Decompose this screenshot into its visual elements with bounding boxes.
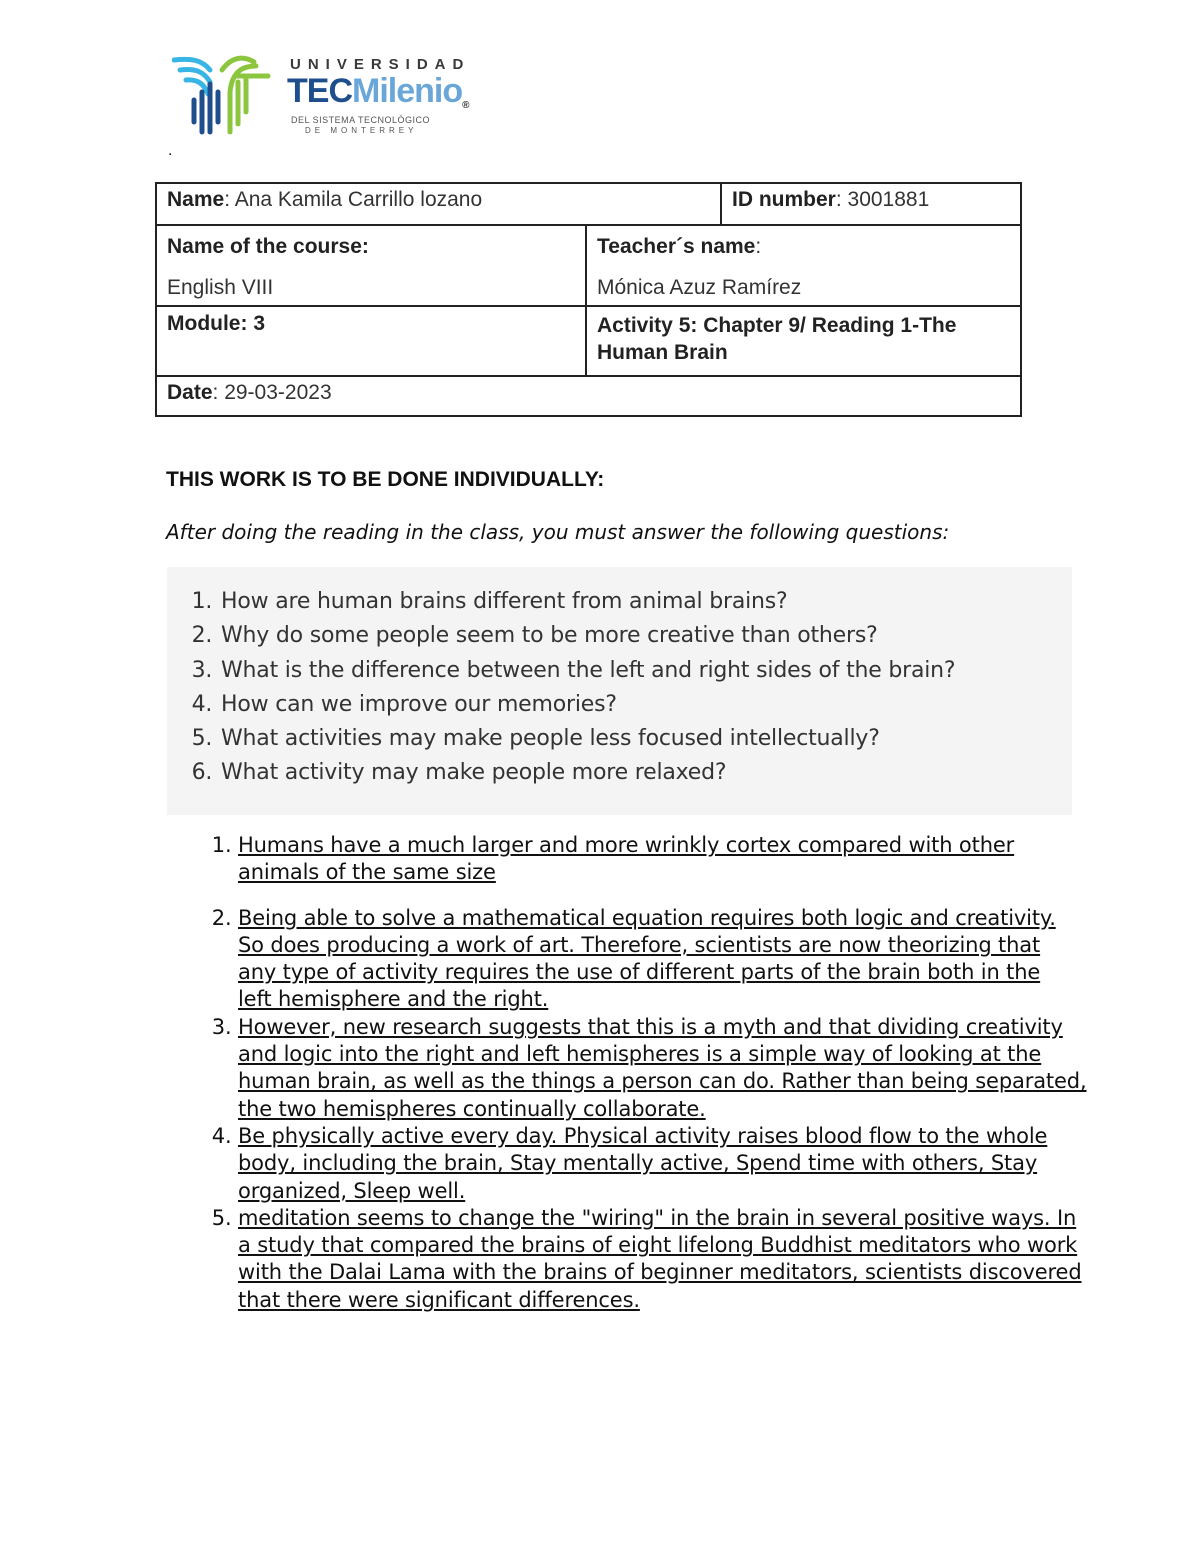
question-item: 4. How can we improve our memories?: [219, 688, 1072, 722]
answers-list: [200, 832, 1098, 1314]
stray-dot: .: [168, 142, 173, 159]
instructions-text: After doing the reading in the class, you must answer the following questions:: [166, 520, 950, 544]
question-item: 2. Why do some people seem to be more creative than others?: [219, 619, 1072, 653]
logo-universidad-text: UNIVERSIDAD: [290, 56, 471, 73]
course-value: English VIII: [167, 276, 274, 299]
logo-brand-milenio: Milenio: [352, 72, 463, 110]
name-cell: [157, 184, 720, 216]
logo-brand-text: [287, 72, 468, 111]
teacher-cell: [587, 226, 1017, 312]
answer-item: 4. Be physically active every day. Physical activity raises blood flow to the whole body, including the brain, Stay mentally active, Spend time with others, Stay organized, Sleep well.: [238, 1123, 1098, 1205]
name-label: Name: [167, 188, 225, 211]
question-item: 5. What activities may make people less focused intellectually?: [219, 722, 1072, 756]
questions-box: [167, 567, 1072, 815]
date-label: Date: [167, 381, 213, 404]
answer-item: 5. meditation seems to change the "wiring" in the brain in several positive ways. In a study that compared the brains of eight lifelong Buddhist meditators who work with the Dalai Lama with the brains of beginner meditators, scientists discovered that there were significant differences.: [238, 1205, 1098, 1314]
answer-item: 3. However, new research suggests that this is a myth and that dividing creativity and logic into the right and left hemispheres is a simple way of looking at the human brain, as well as the things a person can do. Rather than being separated, the two hemispheres continually collaborate.: [238, 1014, 1098, 1123]
date-cell: [157, 377, 1017, 409]
question-item: 1. How are human brains different from animal brains?: [219, 585, 1072, 619]
id-cell: [722, 184, 939, 216]
activity-label: Activity 5: Chapter 9/ Reading 1-The Human Brain: [597, 314, 957, 364]
student-info-table: [155, 182, 1022, 417]
logo-subtitle-1: DEL SISTEMA TECNOLÓGICO: [291, 115, 431, 125]
question-item: 6. What activity may make people more relaxed?: [219, 756, 1072, 790]
questions-list: [167, 567, 1072, 791]
answer-item: 2. Being able to solve a mathematical equation requires both logic and creativity. So does producing a work of art. Therefore, scientists are now theorizing that any type of activity requires the use of different parts of the brain both in the left hemisphere and the right.: [238, 905, 1098, 1014]
course-cell: [157, 226, 585, 312]
course-label: Name of the course:: [167, 235, 369, 258]
question-item: 3. What is the difference between the left and right sides of the brain?: [219, 654, 1072, 688]
teacher-label: Teacher´s name: [597, 235, 756, 258]
id-label: ID number: [732, 188, 836, 211]
tecmilenio-emblem-icon: [172, 52, 287, 142]
activity-cell: [587, 308, 1017, 370]
logo-subtitle-2: DE MONTERREY: [305, 126, 418, 135]
module-cell: [157, 308, 585, 340]
teacher-colon: :: [755, 235, 762, 258]
date-value: : 29-03-2023: [212, 381, 332, 404]
logo-brand-tec: TEC: [287, 72, 352, 110]
module-label: Module: 3: [167, 312, 265, 335]
answer-item: 1. Humans have a much larger and more wrinkly cortex compared with other animals of the same size: [238, 832, 1098, 887]
id-value: : 3001881: [835, 188, 930, 211]
instructions-title: THIS WORK IS TO BE DONE INDIVIDUALLY:: [166, 468, 605, 491]
teacher-value: Mónica Azuz Ramírez: [597, 276, 802, 299]
name-value: : Ana Kamila Carrillo lozano: [224, 188, 483, 211]
logo-registered-mark: ®: [462, 100, 469, 111]
